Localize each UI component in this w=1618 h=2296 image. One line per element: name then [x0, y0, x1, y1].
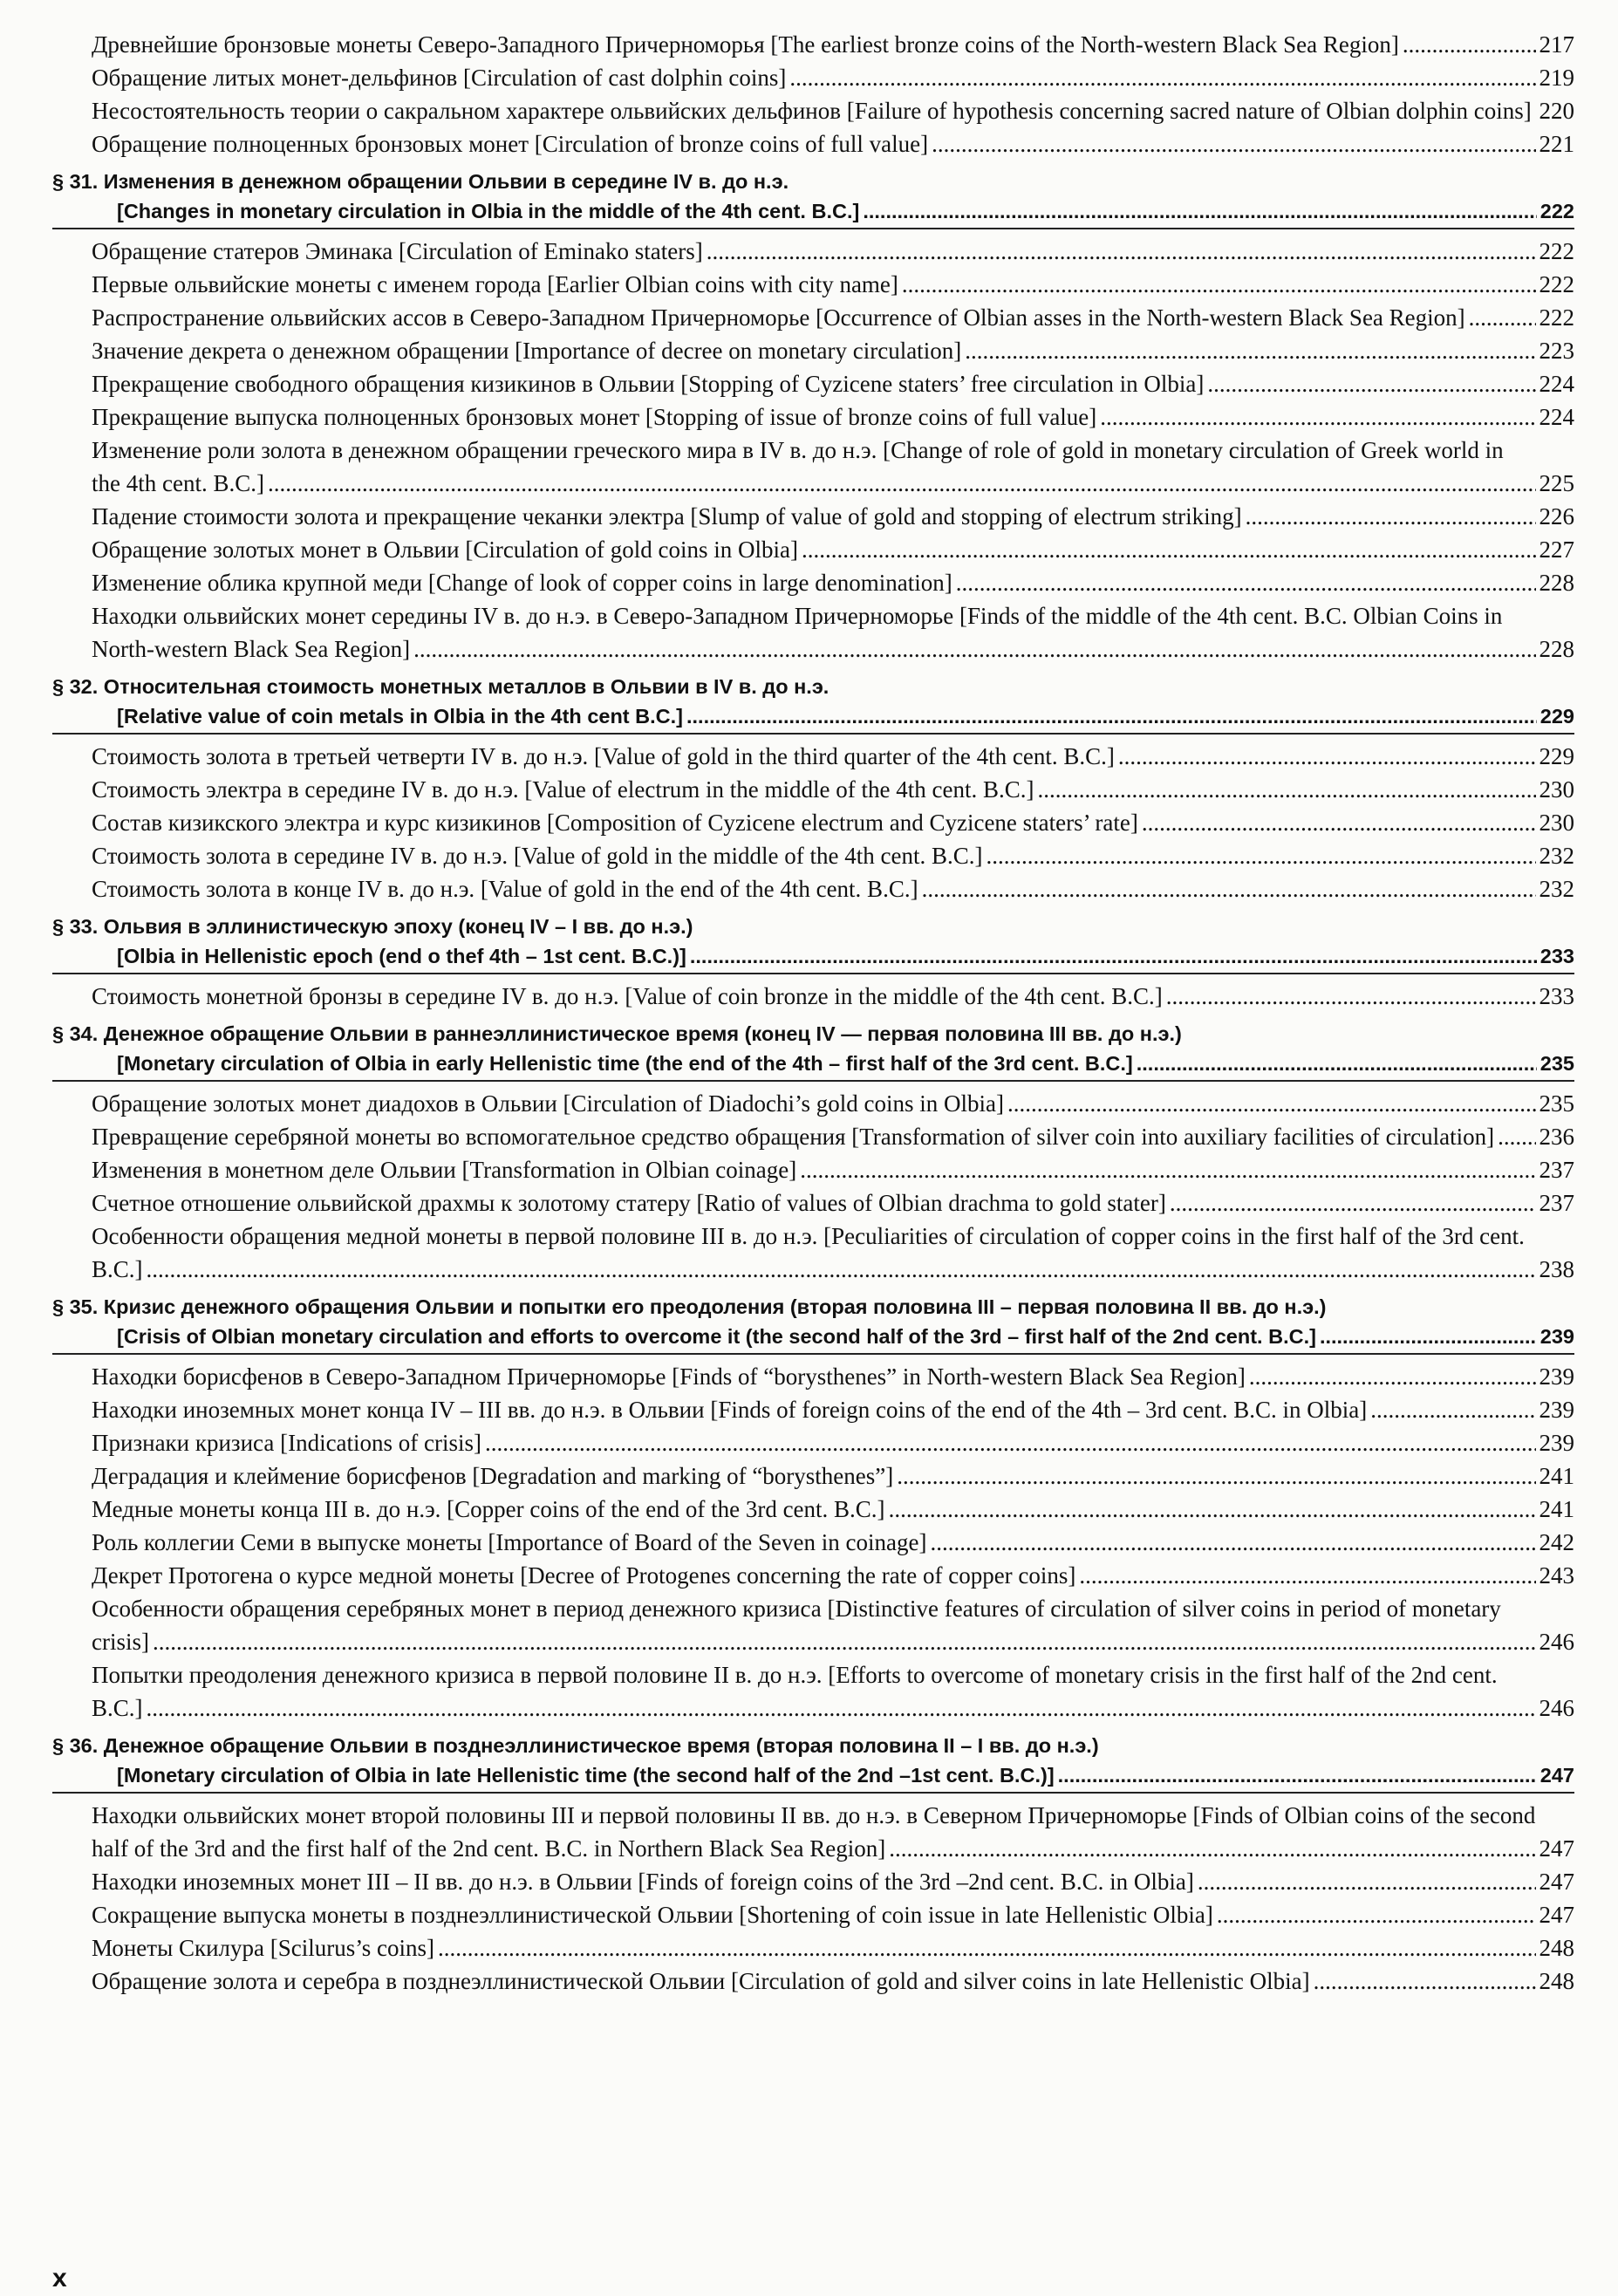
section-page: 222 — [1537, 196, 1574, 226]
toc-entry — [92, 94, 1574, 127]
toc-entry — [92, 1220, 1574, 1286]
toc-entry — [92, 500, 1574, 533]
toc-entry-page: 224 — [1536, 400, 1575, 434]
toc-entry — [92, 1493, 1574, 1526]
section-heading-en: [Monetary circulation of Olbia in late Hellenistic time (the second half of the 2nd –1st cent. B.C.)] ..... — [117, 1760, 1537, 1790]
toc-entry-title: Находки ольвийских монет второй половины III и первой половины II вв. до н.э. в Северном Причерноморье [Finds of Olbian coins of the second half of the 3rd and the first half of the 2nd cent. B.C. in Northern Black Sea Region] ..... — [92, 1799, 1536, 1865]
toc-entry-title: Стоимость монетной бронзы в середине IV в. до н.э. [Value of coin bronze in the middle of the 4th cent. B.C.] ..... — [92, 980, 1536, 1013]
section-heading-ru: § 36. Денежное обращение Ольвии в позднеэллинистическое время (вторая половина II – I вв. до н.э.) — [52, 1734, 1099, 1757]
section-heading-en: [Changes in monetary circulation in Olbia in the middle of the 4th cent. B.C.] ..... — [117, 196, 1537, 226]
toc-entry-title: Обращение полноценных бронзовых монет [Circulation of bronze coins of full value] ..... — [92, 127, 1536, 161]
toc-entry — [92, 1393, 1574, 1426]
toc-entry — [92, 566, 1574, 599]
toc-entry-title: Стоимость электра в середине IV в. до н.э. [Value of electrum in the middle of the 4th cent. B.C.] ..... — [92, 773, 1536, 806]
toc-entry-page: 222 — [1536, 268, 1575, 301]
toc-entry-title: Деградация и клеймение борисфенов [Degradation and marking of “borysthenes”] ..... — [92, 1459, 1536, 1493]
section-page: 233 — [1537, 941, 1574, 971]
section-divider — [52, 1353, 1574, 1355]
section-heading — [52, 167, 1574, 229]
section-heading-en: [Crisis of Olbian monetary circulation and efforts to overcome it (the second half of the 3rd – first half of the 2nd cent. B.C.] ..... — [117, 1322, 1537, 1351]
section-heading-ru: § 32. Относительная стоимость монетных металлов в Ольвии в IV в. до н.э. — [52, 675, 829, 698]
toc-entry-page: 223 — [1536, 334, 1575, 367]
toc-entry — [92, 268, 1574, 301]
toc-entry — [92, 1426, 1574, 1459]
toc-entry — [92, 980, 1574, 1013]
toc-entry-title: Роль коллегии Семи в выпуске монеты [Importance of Board of the Seven in coinage] ..... — [92, 1526, 1536, 1559]
toc-entry-title: Состав кизикского электра и курс кизикинов [Composition of Cyzicene electrum and Cyzicene staters’ rate] ..... — [92, 806, 1536, 839]
toc-entry — [92, 1153, 1574, 1186]
toc-entry — [92, 127, 1574, 161]
section-page: 247 — [1537, 1760, 1574, 1790]
toc-entry — [92, 367, 1574, 400]
toc-entry-title: Обращение золота и серебра в позднеэллинистической Ольвии [Circulation of gold and silver coins in late Hellenistic Olbia] ..... — [92, 1965, 1536, 1998]
table-of-contents — [52, 28, 1574, 1998]
toc-entry-page: 232 — [1536, 839, 1575, 872]
page-number-footer: x — [52, 2264, 67, 2293]
toc-entry-page: 241 — [1536, 1459, 1575, 1493]
section-divider — [52, 733, 1574, 735]
toc-entry — [92, 301, 1574, 334]
section-page: 239 — [1537, 1322, 1574, 1351]
toc-entry-title: Стоимость золота в конце IV в. до н.э. [Value of gold in the end of the 4th cent. B.C.] ..... — [92, 872, 1536, 905]
toc-entry-page: 248 — [1536, 1965, 1575, 1998]
section-page: 235 — [1537, 1049, 1574, 1078]
toc-entry-title: Сокращение выпуска монеты в позднеэллинистической Ольвии [Shortening of coin issue in late Hellenistic Olbia] ..... — [92, 1898, 1536, 1931]
section-heading-en-row — [117, 701, 1574, 731]
toc-entry — [92, 740, 1574, 773]
toc-entry — [92, 434, 1574, 500]
toc-entry-title: Попытки преодоления денежного кризиса в первой половине II в. до н.э. [Efforts to overcome of monetary crisis in the first half of the 2nd cent. B.C.] ..... — [92, 1658, 1536, 1725]
toc-entry-page: 219 — [1536, 61, 1575, 94]
section-heading-en-row — [117, 1760, 1574, 1790]
toc-entry-title: Обращение литых монет-дельфинов [Circulation of cast dolphin coins] ..... — [92, 61, 1536, 94]
toc-entry-page: 217 — [1536, 28, 1575, 61]
toc-entry — [92, 1186, 1574, 1220]
toc-entry-page: 247 — [1536, 1832, 1575, 1865]
section-heading-en: [Olbia in Hellenistic epoch (end o thef 4th – 1st cent. B.C.)] ..... — [117, 941, 1537, 971]
section-heading-ru: § 34. Денежное обращение Ольвии в раннеэллинистическое время (конец IV — первая половина III вв. до н.э.) — [52, 1022, 1182, 1045]
section-page: 229 — [1537, 701, 1574, 731]
toc-entry-title: Изменение роли золота в денежном обращении греческого мира в IV в. до н.э. [Change of role of gold in monetary circulation of Greek world in the 4th cent. B.C.] ..... — [92, 434, 1536, 500]
toc-entry-page: 222 — [1536, 301, 1575, 334]
toc-entry-page: 247 — [1536, 1898, 1575, 1931]
toc-entry — [92, 61, 1574, 94]
toc-entry — [92, 533, 1574, 566]
toc-entry-title: Медные монеты конца III в. до н.э. [Copper coins of the end of the 3rd cent. B.C.] ..... — [92, 1493, 1536, 1526]
toc-entry-page: 221 — [1536, 127, 1575, 161]
toc-entry — [92, 334, 1574, 367]
toc-entry-page: 239 — [1536, 1360, 1575, 1393]
toc-entry-page: 230 — [1536, 773, 1575, 806]
toc-entry — [92, 1087, 1574, 1120]
toc-entry — [92, 773, 1574, 806]
section-heading-en-row — [117, 1049, 1574, 1078]
toc-entry — [92, 839, 1574, 872]
section-heading-ru: § 33. Ольвия в эллинистическую эпоху (конец IV – I вв. до н.э.) — [52, 915, 693, 938]
toc-entry-title: Стоимость золота в третьей четверти IV в. до н.э. [Value of gold in the third quarter of the 4th cent. B.C.] ..... — [92, 740, 1536, 773]
toc-entry — [92, 872, 1574, 905]
toc-entry-title: Находки ольвийских монет середины IV в. до н.э. в Северо-Западном Причерноморье [Finds of the middle of the 4th cent. B.C. Olbian Coins in North-western Black Sea Region] ..... — [92, 599, 1536, 666]
toc-entry-title: Превращение серебряной монеты во вспомогательное средство обращения [Transformation of silver coin into auxiliary facilities of circulation] ..... — [92, 1120, 1536, 1153]
toc-entry-title: Значение декрета о денежном обращении [Importance of decree on monetary circulation] ..... — [92, 334, 1536, 367]
toc-entry-page: 228 — [1536, 566, 1575, 599]
toc-entry-page: 238 — [1536, 1253, 1575, 1286]
toc-entry — [92, 806, 1574, 839]
toc-intro-entries — [52, 28, 1574, 161]
section-heading-en: [Monetary circulation of Olbia in early Hellenistic time (the end of the 4th – first half of the 3rd cent. B.C.] ..... — [117, 1049, 1537, 1078]
toc-entry-page: 237 — [1536, 1186, 1575, 1220]
toc-entry — [92, 1898, 1574, 1931]
toc-entry-page: 228 — [1536, 632, 1575, 666]
toc-entry — [92, 599, 1574, 666]
toc-entry-title: Обращение статеров Эминака [Circulation of Eminako staters] ..... — [92, 235, 1536, 268]
toc-entry-page: 246 — [1536, 1691, 1575, 1725]
toc-entry-page: 243 — [1536, 1559, 1575, 1592]
section-heading-en-row — [117, 1322, 1574, 1351]
toc-entry-page: 222 — [1536, 235, 1575, 268]
toc-entry-page: 236 — [1536, 1120, 1575, 1153]
toc-entry-title: Древнейшие бронзовые монеты Северо-Западного Причерноморья [The earliest bronze coins of the North-western Black Sea Region] ..... — [92, 28, 1536, 61]
section-heading — [52, 1292, 1574, 1355]
toc-entry — [92, 1120, 1574, 1153]
toc-entry — [92, 1965, 1574, 1998]
toc-entry-title: Особенности обращения серебряных монет в период денежного кризиса [Distinctive features of circulation of silver coins in period of monetary crisis] ..... — [92, 1592, 1536, 1658]
toc-entry-page: 224 — [1536, 367, 1575, 400]
toc-entry-title: Находки иноземных монет III – II вв. до н.э. в Ольвии [Finds of foreign coins of the 3rd –2nd cent. B.C. in Olbia] ..... — [92, 1865, 1536, 1898]
toc-entry-title: Находки борисфенов в Северо-Западном Причерноморье [Finds of “borysthenes” in North-western Black Sea Region] ..... — [92, 1360, 1536, 1393]
toc-entry — [92, 1459, 1574, 1493]
toc-entry-title: Изменения в монетном деле Ольвии [Transformation in Olbian coinage] ..... — [92, 1153, 1536, 1186]
section-divider — [52, 1080, 1574, 1082]
toc-entry-title: Признаки кризиса [Indications of crisis] ..... — [92, 1426, 1536, 1459]
toc-entry-title: Обращение золотых монет диадохов в Ольвии [Circulation of Diadochi’s gold coins in Olbia] ..... — [92, 1087, 1536, 1120]
toc-entry — [92, 1799, 1574, 1865]
toc-entry-page: 235 — [1536, 1087, 1575, 1120]
toc-entry-page: 242 — [1536, 1526, 1575, 1559]
toc-entry-page: 220 — [1536, 94, 1575, 127]
toc-entry-page: 239 — [1536, 1426, 1575, 1459]
toc-entry — [92, 1658, 1574, 1725]
toc-entry-title: Несостоятельность теории о сакральном характере ольвийских дельфинов [Failure of hypothesis concerning sacred nature of Olbian dolphin coins] ..... — [92, 94, 1536, 127]
section-heading — [52, 912, 1574, 974]
section-heading-ru: § 35. Кризис денежного обращения Ольвии и попытки его преодоления (вторая половина III – первая половина II вв. до н.э.) — [52, 1295, 1327, 1318]
toc-entry-page: 225 — [1536, 467, 1575, 500]
toc-entry-title: Прекращение выпуска полноценных бронзовых монет [Stopping of issue of bronze coins of full value] ..... — [92, 400, 1536, 434]
toc-entry-title: Счетное отношение ольвийской драхмы к золотому статеру [Ratio of values of Olbian drachma to gold stater] ..... — [92, 1186, 1536, 1220]
toc-entry — [92, 235, 1574, 268]
toc-entry — [92, 1931, 1574, 1965]
section-divider — [52, 973, 1574, 974]
section-heading-en-row — [117, 941, 1574, 971]
toc-sections — [52, 167, 1574, 1998]
toc-entry-title: Прекращение свободного обращения кизикинов в Ольвии [Stopping of Cyzicene staters’ free circulation in Olbia] ..... — [92, 367, 1536, 400]
toc-entry-title: Распространение ольвийских ассов в Северо-Западном Причерноморье [Occurrence of Olbian asses in the North-western Black Sea Region] ..... — [92, 301, 1536, 334]
toc-entry-title: Находки иноземных монет конца IV – III вв. до н.э. в Ольвии [Finds of foreign coins of the end of the 4th – 3rd cent. B.C. in Olbia] ..... — [92, 1393, 1536, 1426]
toc-entry-title: Декрет Протогена о курсе медной монеты [Decree of Protogenes concerning the rate of copper coins] ..... — [92, 1559, 1536, 1592]
section-heading — [52, 1019, 1574, 1082]
toc-entry-page: 227 — [1536, 533, 1575, 566]
toc-entry-title: Монеты Скилура [Scilurus’s coins] ..... — [92, 1931, 1536, 1965]
toc-entry — [92, 1526, 1574, 1559]
toc-entry-page: 248 — [1536, 1931, 1575, 1965]
toc-entry-title: Обращение золотых монет в Ольвии [Circulation of gold coins in Olbia] ..... — [92, 533, 1536, 566]
toc-entry — [92, 1559, 1574, 1592]
toc-entry-page: 230 — [1536, 806, 1575, 839]
section-heading — [52, 672, 1574, 735]
toc-entry-page: 232 — [1536, 872, 1575, 905]
section-divider — [52, 1792, 1574, 1794]
toc-entry-title: Особенности обращения медной монеты в первой половине III в. до н.э. [Peculiarities of circulation of copper coins in the first half of the 3rd cent. B.C.] ..... — [92, 1220, 1536, 1286]
section-heading-en-row — [117, 196, 1574, 226]
toc-entry — [92, 1360, 1574, 1393]
toc-entry-page: 239 — [1536, 1393, 1575, 1426]
toc-entry — [92, 28, 1574, 61]
toc-entry-title: Падение стоимости золота и прекращение чеканки электра [Slump of value of gold and stopping of electrum striking] ..... — [92, 500, 1536, 533]
toc-entry-page: 246 — [1536, 1625, 1575, 1658]
toc-entry-title: Первые ольвийские монеты с именем города [Earlier Olbian coins with city name] ..... — [92, 268, 1536, 301]
toc-entry — [92, 1865, 1574, 1898]
toc-entry — [92, 400, 1574, 434]
toc-entry-page: 241 — [1536, 1493, 1575, 1526]
toc-entry-page: 237 — [1536, 1153, 1575, 1186]
toc-entry-page: 226 — [1536, 500, 1575, 533]
section-divider — [52, 228, 1574, 229]
toc-entry — [92, 1592, 1574, 1658]
toc-entry-page: 229 — [1536, 740, 1575, 773]
section-heading — [52, 1731, 1574, 1794]
toc-entry-title: Стоимость золота в середине IV в. до н.э. [Value of gold in the middle of the 4th cent. B.C.] ..... — [92, 839, 1536, 872]
section-heading-ru: § 31. Изменения в денежном обращении Ольвии в середине IV в. до н.э. — [52, 170, 789, 193]
toc-entry-title: Изменение облика крупной меди [Change of look of copper coins in large denomination] ..... — [92, 566, 1536, 599]
toc-entry-page: 233 — [1536, 980, 1575, 1013]
section-heading-en: [Relative value of coin metals in Olbia in the 4th cent B.C.] ..... — [117, 701, 1537, 731]
toc-entry-page: 247 — [1536, 1865, 1575, 1898]
